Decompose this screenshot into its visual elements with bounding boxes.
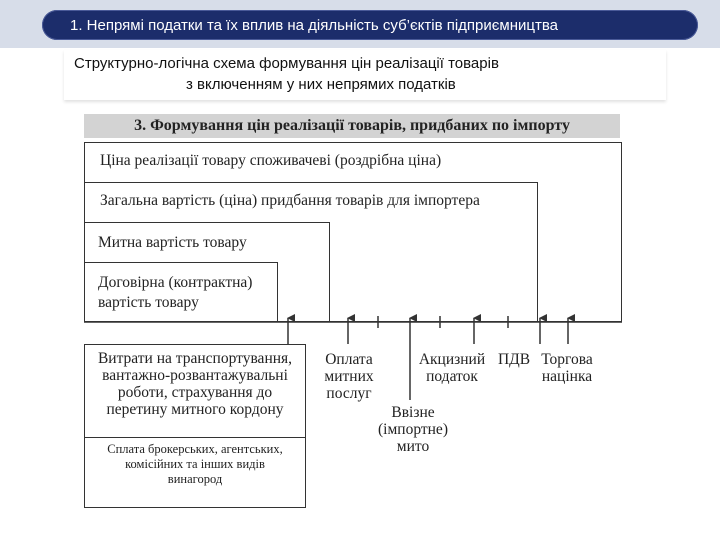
section-title: 3. Формування цін реалізації товарів, придбаних по імпорту bbox=[84, 114, 620, 138]
vat-label: ПДВ bbox=[497, 351, 531, 368]
broker-fees-text: Сплата брокерських, агентських, комісійних та інших видів винагород bbox=[107, 442, 283, 486]
contract-value-label-1: Договірна (контрактна) bbox=[98, 274, 253, 291]
customs-services-label: Оплата митних послуг bbox=[324, 351, 374, 402]
transport-costs-text: Витрати на транспортування, вантажно-розвантажувальні роботи, страхування до перетину митного кордону bbox=[97, 350, 293, 418]
slide-title: 1. Непрямі податки та їх вплив на діяльність суб’єктів підприємництва bbox=[70, 16, 559, 34]
subtitle-line-1: Структурно-логічна схема формування цін реалізації товарів bbox=[74, 55, 499, 72]
costs-divider bbox=[85, 437, 305, 438]
import-duty-label: Ввізне (імпортне) мито bbox=[378, 404, 448, 455]
customs-value-label: Митна вартість товару bbox=[98, 234, 247, 251]
contract-value-label-2: вартість товару bbox=[98, 294, 199, 311]
subtitle-line-2: з включенням у них непрямих податків bbox=[186, 76, 456, 93]
trade-markup-label: Торгова націнка bbox=[541, 351, 593, 385]
retail-price-label: Ціна реалізації товару споживачеві (роздрібна ціна) bbox=[100, 152, 442, 169]
additional-costs-box bbox=[84, 344, 306, 508]
excise-tax-label: Акцизний податок bbox=[418, 351, 486, 385]
total-cost-label: Загальна вартість (ціна) придбання товарів для імпортера bbox=[100, 192, 480, 209]
